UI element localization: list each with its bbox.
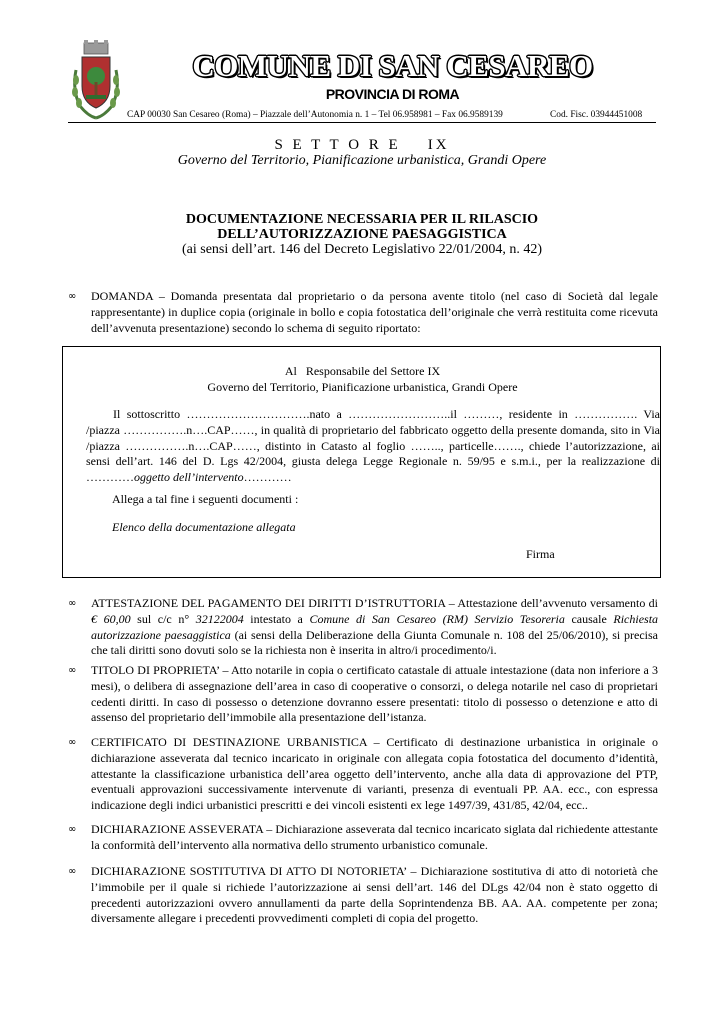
settore-title: S E T T O R E IX <box>274 137 450 153</box>
recipient-line2: Governo del Territorio, Pianificazione urbanistica, Grandi Opere <box>207 379 518 394</box>
certificato-text: CERTIFICATO DI DESTINAZIONE URBANISTICA – Certificato di destinazione urbanistica in originale o dichiarazione asseverata dal tecnico incaricato in originale con allegata copia fotostatica del documento d’identità, attestante la classificazione urbanistica dell’area oggetto dell’intervento, anche alla data di approvazione del PTP, eventuali approvazioni successivamente intervenute di varianti, presenza di eventuali PP. AA. ecc., con espressa indicazione degli indici urbanistici prescritti e dei vincoli esistenti ex lege 1497/39, 431/85, 42/04, ecc.. <box>91 735 658 813</box>
attestazione-part1: ATTESTAZIONE DEL PAGAMENTO DEI DIRITTI D’ISTRUTTORIA – Attestazione dell’avvenuto versamento di <box>91 596 658 610</box>
body-intervention: oggetto dell’intervento <box>134 470 244 485</box>
header-subtitle: PROVINCIA DI ROMA <box>325 86 460 102</box>
list-item-domanda <box>68 289 658 336</box>
attestazione-amount: € 60,00 <box>91 611 131 626</box>
attestazione-payee: Comune di San Cesareo (RM) Servizio Tesoreria <box>309 611 565 626</box>
header-title: COMUNE DI SAN CESAREO <box>192 48 593 83</box>
attestazione-causale: Richiesta autorizzazione paesaggistica <box>91 611 659 642</box>
list-item-dichiarazione <box>68 822 658 854</box>
attestazione-part3: intestato a <box>243 611 310 626</box>
list-item-certificato <box>68 735 658 814</box>
bullet-symbol: ∞ <box>68 824 77 835</box>
attestazione-part2: sul c/c n° <box>130 611 196 626</box>
recipient-line1: Al Responsabile del Settore IX <box>284 364 441 378</box>
box-recipient <box>63 364 662 396</box>
attestazione-part5: (ai sensi della Deliberazione della Giunta Comunale n. 108 del 25/06/2010), si precisa che tali diritti sono dovuti solo se la richiesta non è inserita in altro/i procedimento/i. <box>91 627 658 658</box>
titolo-text: TITOLO DI PROPRIETA’ – Atto notarile in copia o certificato catastale di attuale intestazione (data non inferiore a 3 mesi), o delibera di assegnazione dell’area in caso di cooperative o consorzi, o delega notarile nel caso di proprietari cedenti diritti. In caso di possesso o detenzione dovranno essere presentati: titolo di possesso o detenzione e atto di assenso del proprietario dell’immobile alla presentazione dell’istanza. <box>91 663 658 725</box>
box-body-text <box>86 407 660 486</box>
box-firma: Firma <box>526 547 555 561</box>
bullet-symbol: ∞ <box>68 665 77 676</box>
application-template-box <box>62 346 661 578</box>
body-part2: ………… <box>243 470 292 485</box>
domanda-text: DOMANDA – Domanda presentata dal proprietario o da persona avente titolo (nel caso di Società dal legale rappresentante) in duplice copia (originale in bollo e copia fotostatica dell’originale che verrà restituita come ricevuta dell’avvenuta presentazione) secondo lo schema di seguito riportato: <box>91 289 658 335</box>
dichiarazione-text: DICHIARAZIONE ASSEVERATA – Dichiarazione asseverata dal tecnico incaricato siglata dal richiedente attestante la conformità dell’intervento alla normativa dello strumento urbanistico comunale. <box>91 822 658 852</box>
document-title-line2: DELL’AUTORIZZAZIONE PAESAGGISTICA <box>217 227 507 242</box>
header-divider <box>68 122 656 123</box>
sostitutiva-text: DICHIARAZIONE SOSTITUTIVA DI ATTO DI NOTORIETA’ – Dichiarazione sostitutiva di atto di notorietà che l’immobile per il quale si richiede l’autorizzazione ai sensi dell’art. 146 del DLgs 42/04 non è stato oggetto di precedenti autorizzazioni ovvero annullamenti da parte della Soprintendenza BB. AA. AA. competente per zona; diversamente allegare i precedenti provvedimenti completi di copia del progetto. <box>91 864 658 926</box>
attestazione-account: 32122004 <box>195 611 244 626</box>
fiscal-code: Cod. Fisc. 03944451008 <box>550 110 643 120</box>
list-item-attestazione <box>68 596 658 659</box>
body-part1: Il sottoscritto ………………………….nato a ……………………..il ………, residente in ……………. Via /piazza …………….n….CAP……, in qualità di proprietario del fabbricato oggetto della presente domanda, sito in Via /piazza …………….n….CAP……, distinto in Catasto al foglio …….., particelle……., chiede l’autorizzazione, ai sensi dell’art. 146 del D. Lgs 42/2004, giusta delega Legge Regionale n. 59/95 e s.m.i., per la realizzazione di ………… <box>86 407 660 485</box>
contact-line <box>127 110 652 120</box>
contact-address: CAP 00030 San Cesareo (Roma) – Piazzale dell’Autonomia n. 1 – Tel 06.958981 – Fax 06.9589139 <box>127 110 503 120</box>
bullet-symbol: ∞ <box>68 737 77 748</box>
document-title-line1: DOCUMENTAZIONE NECESSARIA PER IL RILASCIO <box>185 212 539 227</box>
bullet-symbol: ∞ <box>68 291 77 302</box>
municipal-crest-icon <box>70 40 122 122</box>
document-title <box>0 212 724 257</box>
list-item-sostitutiva <box>68 864 658 927</box>
box-allega: Allega a tal fine i seguenti documenti : <box>112 492 299 506</box>
bullet-symbol: ∞ <box>68 866 77 877</box>
box-elenco: Elenco della documentazione allegata <box>112 520 296 534</box>
document-reference: (ai sensi dell’art. 146 del Decreto Legislativo 22/01/2004, n. 42) <box>181 242 543 257</box>
list-item-titolo <box>68 663 658 726</box>
attestazione-text <box>91 596 658 659</box>
bullet-symbol: ∞ <box>68 598 77 609</box>
attestazione-part4: causale <box>564 611 614 626</box>
settore-subtitle: Governo del Territorio, Pianificazione urbanistica, Grandi Opere <box>177 153 547 168</box>
